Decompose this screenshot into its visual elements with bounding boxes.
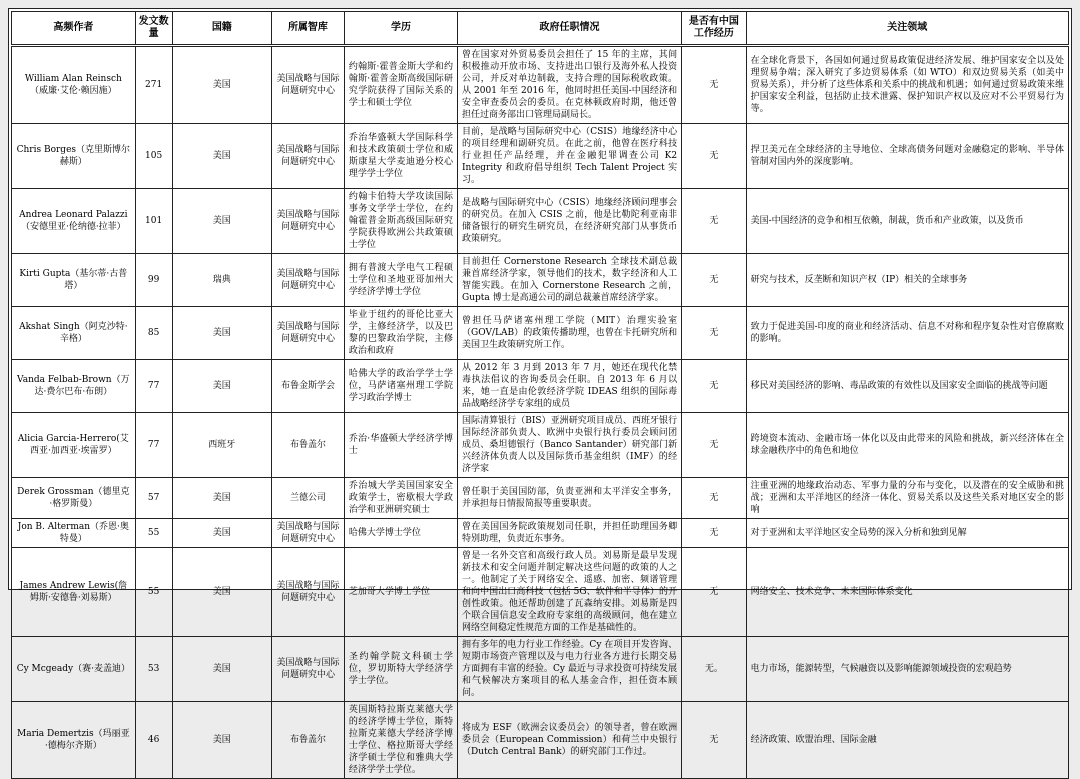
publication-count-cell: 55 <box>135 519 172 548</box>
china-experience-cell: 无 <box>682 46 746 124</box>
focus-areas-cell: 经济政策、欧盟治理、国际金融 <box>746 702 1068 779</box>
nationality-cell: 美国 <box>172 519 271 548</box>
government-service-cell: 将成为 ESF（欧洲会议委员会）的领导者，曾在欧洲委员会（European Commission）和荷兰中央银行（Dutch Central Bank）的研究部门工作过。 <box>458 702 682 779</box>
nationality-cell: 美国 <box>172 46 271 124</box>
publication-count-cell: 271 <box>135 46 172 124</box>
nationality-cell: 美国 <box>172 307 271 360</box>
nationality-cell: 美国 <box>172 360 271 413</box>
government-service-cell: 目前，是战略与国际研究中心（CSIS）地缘经济中心的项目经理和副研究员。在此之前，他曾在医疗科技行业担任产品经理，并在金融犯罪调查公司 K2 Integrity 和政府倡导组织 Tech Talent Project 实习。 <box>458 124 682 189</box>
table-row <box>12 702 1069 779</box>
author-name-cell: Maria Demertzis（玛丽亚·德梅尔齐斯） <box>12 702 136 779</box>
think-tank-cell: 美国战略与国际问题研究中心 <box>271 637 344 702</box>
china-experience-cell: 无 <box>682 189 746 254</box>
author-name-cell: Kirti Gupta（基尔蒂·古普塔） <box>12 254 136 307</box>
government-service-cell: 曾在国家对外贸易委员会担任了 15 年的主席，其间积极推动开放市场、支持进出口银行及海外私人投资公司，并反对单边制裁，支持合理的国际税收政策。从 2001 年至 2016 年，他同时担任美国-中国经济和安全审查委员会的委员。在克林顿政府时期，他还曾担任过商务部出口管理局副局长。 <box>458 46 682 124</box>
column-header-focus: 关注领域 <box>746 12 1068 46</box>
china-experience-cell: 无 <box>682 124 746 189</box>
header-row <box>12 12 1069 46</box>
author-name-cell: Jon B. Alterman（乔恩·奥特曼） <box>12 519 136 548</box>
publication-count-cell: 77 <box>135 360 172 413</box>
author-name-cell: William Alan Reinsch（威廉·艾伦·赖因施） <box>12 46 136 124</box>
author-name-cell: Vanda Felbab-Brown（万达·费尔巴布·布朗） <box>12 360 136 413</box>
authors-table-frame <box>8 8 1072 775</box>
education-cell: 约翰卡伯特大学攻读国际事务文学学士学位，在约翰霍普金斯高级国际研究学院获得欧洲公共政策硕士学位 <box>344 189 457 254</box>
author-name-cell: Akshat Singh（阿克沙特·辛格） <box>12 307 136 360</box>
think-tank-cell: 美国战略与国际问题研究中心 <box>271 307 344 360</box>
author-name-cell: Derek Grossman（德里克·格罗斯曼） <box>12 478 136 519</box>
china-experience-cell: 无 <box>682 519 746 548</box>
china-experience-cell: 无 <box>682 413 746 478</box>
publication-count-cell: 105 <box>135 124 172 189</box>
education-cell: 圣约翰学院文科硕士学位，罗切斯特大学经济学学士学位。 <box>344 637 457 702</box>
column-header-count: 发文数量 <box>135 12 172 46</box>
think-tank-cell: 美国战略与国际问题研究中心 <box>271 189 344 254</box>
china-experience-cell: 无 <box>682 478 746 519</box>
table-row <box>12 307 1069 360</box>
nationality-cell: 瑞典 <box>172 254 271 307</box>
education-cell: 乔治城大学美国国家安全政策学士，密歇根大学政治学和亚洲研究硕士 <box>344 478 457 519</box>
table-row <box>12 637 1069 702</box>
government-service-cell: 曾是一名外交官和高级行政人员。刘易斯是最早发现新技术和安全问题并制定解决这些问题的政策的人之一。他制定了关于网络安全、遥感、加密、频谱管理和向中国出口高科技（包括 5G、软件和半导体）的开创性政策。他还帮助创建了瓦森纳安排。刘易斯是四个联合国信息安全政府专家组的高级顾问，他在建立网络空间稳定性规范方面的工作是基础性的。 <box>458 548 682 637</box>
nationality-cell: 美国 <box>172 478 271 519</box>
focus-areas-cell: 注重亚洲的地缘政治动态、军事力量的分布与变化，以及潜在的安全威胁和挑战；亚洲和太平洋地区的经济一体化、贸易关系以及这些关系对地区安全的影响 <box>746 478 1068 519</box>
education-cell: 乔治·华盛顿大学经济学博士 <box>344 413 457 478</box>
focus-areas-cell: 捍卫美元在全球经济的主导地位、全球高债务问题对金融稳定的影响、半导体管制对国内外的深度影响。 <box>746 124 1068 189</box>
author-name-cell: Cy Mcgeady（赛·麦盖迪） <box>12 637 136 702</box>
think-tank-cell: 美国战略与国际问题研究中心 <box>271 548 344 637</box>
government-service-cell: 目前担任 Cornerstone Research 全球技术副总裁兼首席经济学家，领导他们的技术，数字经济和人工智能实践。在加入 Cornerstone Research 之前，Gupta 博士是高通公司的副总裁兼首席经济学家。 <box>458 254 682 307</box>
focus-areas-cell: 电力市场，能源转型，气候融资以及影响能源领域投资的宏观趋势 <box>746 637 1068 702</box>
publication-count-cell: 101 <box>135 189 172 254</box>
nationality-cell: 美国 <box>172 702 271 779</box>
education-cell: 毕业于纽约的哥伦比亚大学，主修经济学，以及巴黎的巴黎政治学院，主修政治和政府 <box>344 307 457 360</box>
author-name-cell: Alicia Garcia-Herrero(艾西亚·加西亚·埃雷罗） <box>12 413 136 478</box>
authors-table <box>11 11 1069 779</box>
think-tank-cell: 美国战略与国际问题研究中心 <box>271 46 344 124</box>
education-cell: 乔治华盛顿大学国际科学和技术政策硕士学位和威斯康星大学麦迪逊分校心理学学士学位 <box>344 124 457 189</box>
author-name-cell: Chris Borges（克里斯博尔赫斯） <box>12 124 136 189</box>
focus-areas-cell: 致力于促进美国-印度的商业和经济活动、信息不对称和程序复杂性对官僚腐败的影响。 <box>746 307 1068 360</box>
column-header-author: 高频作者 <box>12 12 136 46</box>
government-service-cell: 拥有多年的电力行业工作经验。Cy 在项目开发咨询、短期市场资产管理以及与电力行业各方进行长期交易方面拥有丰富的经验。Cy 最近与寻求投资可持续发展和气候解决方案项目的私人基金合作，担任资本顾问。 <box>458 637 682 702</box>
table-row <box>12 254 1069 307</box>
table-row <box>12 46 1069 124</box>
table-row <box>12 548 1069 637</box>
focus-areas-cell: 美国-中国经济的竞争和相互依赖，制裁，货币和产业政策，以及货币 <box>746 189 1068 254</box>
nationality-cell: 西班牙 <box>172 413 271 478</box>
government-service-cell: 从 2012 年 3 月到 2013 年 7 月，她还在现代化禁毒执法倡议的咨询委员会任职。自 2013 年 6 月以来，她一直是由伦敦经济学院 IDEAS 组织的国际毒品战略经济学专家组的成员 <box>458 360 682 413</box>
column-header-china-experience: 是否有中国工作经历 <box>682 12 746 46</box>
table-row <box>12 360 1069 413</box>
education-cell: 约翰斯·霍普金斯大学和约翰斯·霍普金斯高级国际研究学院获得了国际关系的学士和硕士学位 <box>344 46 457 124</box>
publication-count-cell: 57 <box>135 478 172 519</box>
publication-count-cell: 55 <box>135 548 172 637</box>
china-experience-cell: 无 <box>682 307 746 360</box>
china-experience-cell: 无。 <box>682 637 746 702</box>
think-tank-cell: 兰德公司 <box>271 478 344 519</box>
think-tank-cell: 美国战略与国际问题研究中心 <box>271 254 344 307</box>
column-header-nationality: 国籍 <box>172 12 271 46</box>
education-cell: 哈佛大学博士学位 <box>344 519 457 548</box>
think-tank-cell: 布鲁盖尔 <box>271 413 344 478</box>
column-header-education: 学历 <box>344 12 457 46</box>
column-header-government: 政府任职情况 <box>458 12 682 46</box>
author-name-cell: James Andrew Lewis(詹姆斯·安德鲁·刘易斯） <box>12 548 136 637</box>
china-experience-cell: 无 <box>682 254 746 307</box>
table-row <box>12 519 1069 548</box>
government-service-cell: 曾在美国国务院政策规划司任职，并担任助理国务卿特别助理，负责近东事务。 <box>458 519 682 548</box>
china-experience-cell: 无 <box>682 360 746 413</box>
education-cell: 拥有普渡大学电气工程硕士学位和圣地亚哥加州大学经济学博士学位 <box>344 254 457 307</box>
government-service-cell: 是战略与国际研究中心（CSIS）地缘经济顾问理事会的研究员。在加入 CSIS 之前，他是比勒陀利亚南非储备银行的研究生研究员，在经济研究部门从事货币政策研究。 <box>458 189 682 254</box>
focus-areas-cell: 在全球化背景下，各国如何通过贸易政策促进经济发展、维护国家安全以及处理贸易争端；深入研究了多边贸易体系（如 WTO）和双边贸易关系（如美中贸易关系），并分析了这些体系和关系中的挑战和机遇；如何通过贸易政策来维护国家安全利益，包括防止技术泄露、保护知识产权以及应对不公平贸易行为等。 <box>746 46 1068 124</box>
government-service-cell: 曾担任马萨诸塞州理工学院（MIT）治理实验室（GOV/LAB）的政策传播助理，也曾在卡托研究所和美国卫生政策研究所工作。 <box>458 307 682 360</box>
nationality-cell: 美国 <box>172 548 271 637</box>
government-service-cell: 国际清算银行（BIS）亚洲研究项目成员、西班牙银行国际经济部负责人、欧洲中央银行执行委员会顾问团成员、桑坦德银行（Banco Santander）研究部门新兴经济体负责人以及国际货币基金组织（IMF）的经济学家 <box>458 413 682 478</box>
think-tank-cell: 美国战略与国际问题研究中心 <box>271 519 344 548</box>
nationality-cell: 美国 <box>172 124 271 189</box>
think-tank-cell: 美国战略与国际问题研究中心 <box>271 124 344 189</box>
table-row <box>12 189 1069 254</box>
focus-areas-cell: 研究与技术，反垄断和知识产权（IP）相关的全球事务 <box>746 254 1068 307</box>
author-name-cell: Andrea Leonard Palazzi（安德里亚·伦纳德·拉菲） <box>12 189 136 254</box>
publication-count-cell: 53 <box>135 637 172 702</box>
think-tank-cell: 布鲁盖尔 <box>271 702 344 779</box>
focus-areas-cell: 网络安全、技术竞争、未来国际体系变化 <box>746 548 1068 637</box>
publication-count-cell: 46 <box>135 702 172 779</box>
table-row <box>12 124 1069 189</box>
nationality-cell: 美国 <box>172 189 271 254</box>
education-cell: 芝加哥大学博士学位 <box>344 548 457 637</box>
government-service-cell: 曾任职于美国国防部，负责亚洲和太平洋安全事务，并承担每日情报简报等重要职责。 <box>458 478 682 519</box>
think-tank-cell: 布鲁金斯学会 <box>271 360 344 413</box>
publication-count-cell: 85 <box>135 307 172 360</box>
china-experience-cell: 无 <box>682 702 746 779</box>
education-cell: 哈佛大学的政治学学士学位，马萨诸塞州理工学院学习政治学博士 <box>344 360 457 413</box>
china-experience-cell: 无 <box>682 548 746 637</box>
focus-areas-cell: 移民对美国经济的影响、毒品政策的有效性以及国家安全面临的挑战等问题 <box>746 360 1068 413</box>
focus-areas-cell: 跨境资本流动、金融市场一体化以及由此带来的风险和挑战，新兴经济体在全球金融秩序中的角色和地位 <box>746 413 1068 478</box>
publication-count-cell: 99 <box>135 254 172 307</box>
nationality-cell: 美国 <box>172 637 271 702</box>
table-row <box>12 478 1069 519</box>
publication-count-cell: 77 <box>135 413 172 478</box>
column-header-think-tank: 所属智库 <box>271 12 344 46</box>
table-row <box>12 413 1069 478</box>
focus-areas-cell: 对于亚洲和太平洋地区安全局势的深入分析和独到见解 <box>746 519 1068 548</box>
education-cell: 英国斯特拉斯克莱德大学的经济学博士学位，斯特拉斯克莱德大学经济学博士学位、格拉斯哥大学经济学硕士学位和雅典大学经济学学士学位。 <box>344 702 457 779</box>
